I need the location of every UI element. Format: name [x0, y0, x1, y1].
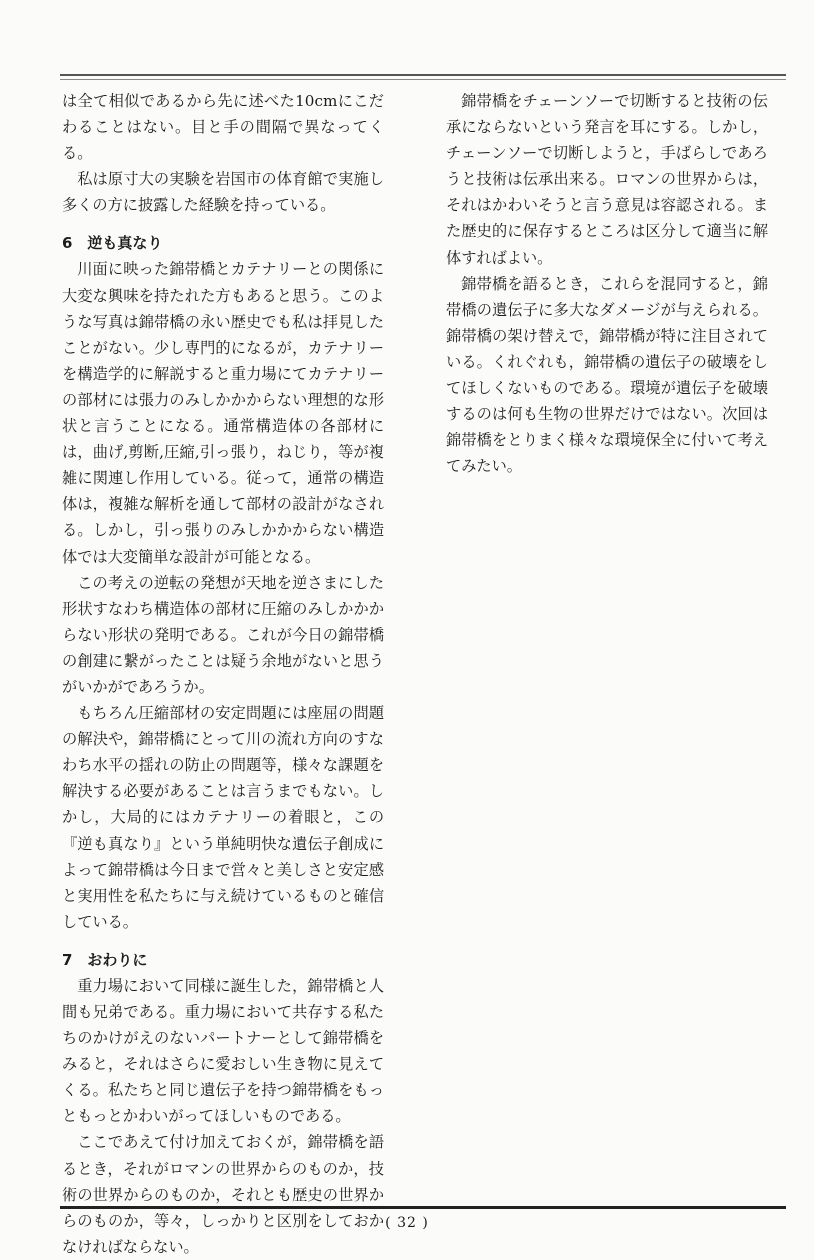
right-column — [446, 88, 768, 479]
right-paragraph: 錦帯橋をチェーンソーで切断すると技術の伝承にならないという発言を耳にする。しかし，チェーンソーで切断しようと，手ばらしであろうと技術は伝承出来る。ロマンの世界からは，それはかわいそうと言う意見は容認される。また歴史的に保存するところは区分して適当に解体すればよい。 — [446, 92, 768, 267]
section-7-paragraph: 重力場において同様に誕生した，錦帯橋と人間も兄弟である。重力場において共存する私たちのかけがえのないパートナーとして錦帯橋をみると，それはさらに愛おしい生き物に見えてくる。私たちと同じ遺伝子を持つ錦帯橋をもっともっとかわいがってほしいものである。 — [62, 976, 385, 1126]
header-rule-thick — [60, 74, 786, 76]
page-number: ( 32 ) — [385, 1215, 429, 1231]
section-6-paragraph: もちろん圧縮部材の安定問題には座屈の問題の解決や，錦帯橋にとって川の流れ方向のすなわち水平の揺れの防止の問題等，様々な課題を解決する必要があることは言うまでもない。しかし，大局的にはカテナリーの着眼と，この『逆も真なり』という単純明快な遺伝子創成によって錦帯橋は今日まで営々と美しさと安定感と実用性を私たちに与え続けているものと確信している。 — [62, 704, 385, 931]
section-7-heading: 7 おわりに — [62, 950, 148, 969]
intro-paragraph: 私は原寸大の実験を岩国市の体育館で実施し多くの方に披露した経験を持っている。 — [62, 170, 384, 215]
footer-rule — [60, 1206, 786, 1209]
intro-paragraph-continued: は全て相似であるから先に述べた10cmにこだわることはない。目と手の間隔で異なってくる。 — [62, 92, 384, 163]
right-paragraph: 錦帯橋を語るとき，これらを混同すると，錦帯橋の遺伝子に多大なダメージが与えられる。錦帯橋の架け替えで，錦帯橋が特に注目されている。くれぐれも，錦帯橋の遺伝子の破壊をしてほしくないものである。環境が遺伝子を破壊するのは何も生物の世界だけではない。次回は錦帯橋をとりまく様々な環境保全に付いて考えてみたい。 — [446, 274, 768, 476]
section-6-paragraph: 川面に映った錦帯橋とカテナリーとの関係に大変な興味を持たれた方もあると思う。このような写真は錦帯橋の永い歴史でも私は拝見したことがない。少し専門的になるが，カテナリーを構造学的に解説すると重力場にてカテナリーの部材には張力のみしかかからない理想的な形状と言うことになる。通常構造体の各部材には，曲げ,剪断,圧縮,引っ張り，ねじり，等が複雑に関連し作用している。従って，通常の構造体は，複雑な解析を通して部材の設計がなされる。しかし，引っ張りのみしかかからない構造体では大変簡単な設計が可能となる。 — [62, 260, 384, 566]
section-6-paragraph: この考えの逆転の発想が天地を逆さまにした形状すなわち構造体の部材に圧縮のみしかかからない形状の発明である。これが今日の錦帯橋の創建に繋がったことは疑う余地がないと思うがいかがであろうか。 — [62, 573, 385, 696]
header-rule-thin — [60, 79, 786, 80]
left-column — [62, 88, 384, 1260]
section-6-heading: 6 逆も真なり — [62, 234, 163, 253]
section-7-paragraph: ここであえて付け加えておくが，錦帯橋を語るとき，それがロマンの世界からのものか，技術の世界からのものか，それとも歴史の世界からのものか，等々，しっかりと区別をしておかなければならない。 — [62, 1133, 385, 1256]
